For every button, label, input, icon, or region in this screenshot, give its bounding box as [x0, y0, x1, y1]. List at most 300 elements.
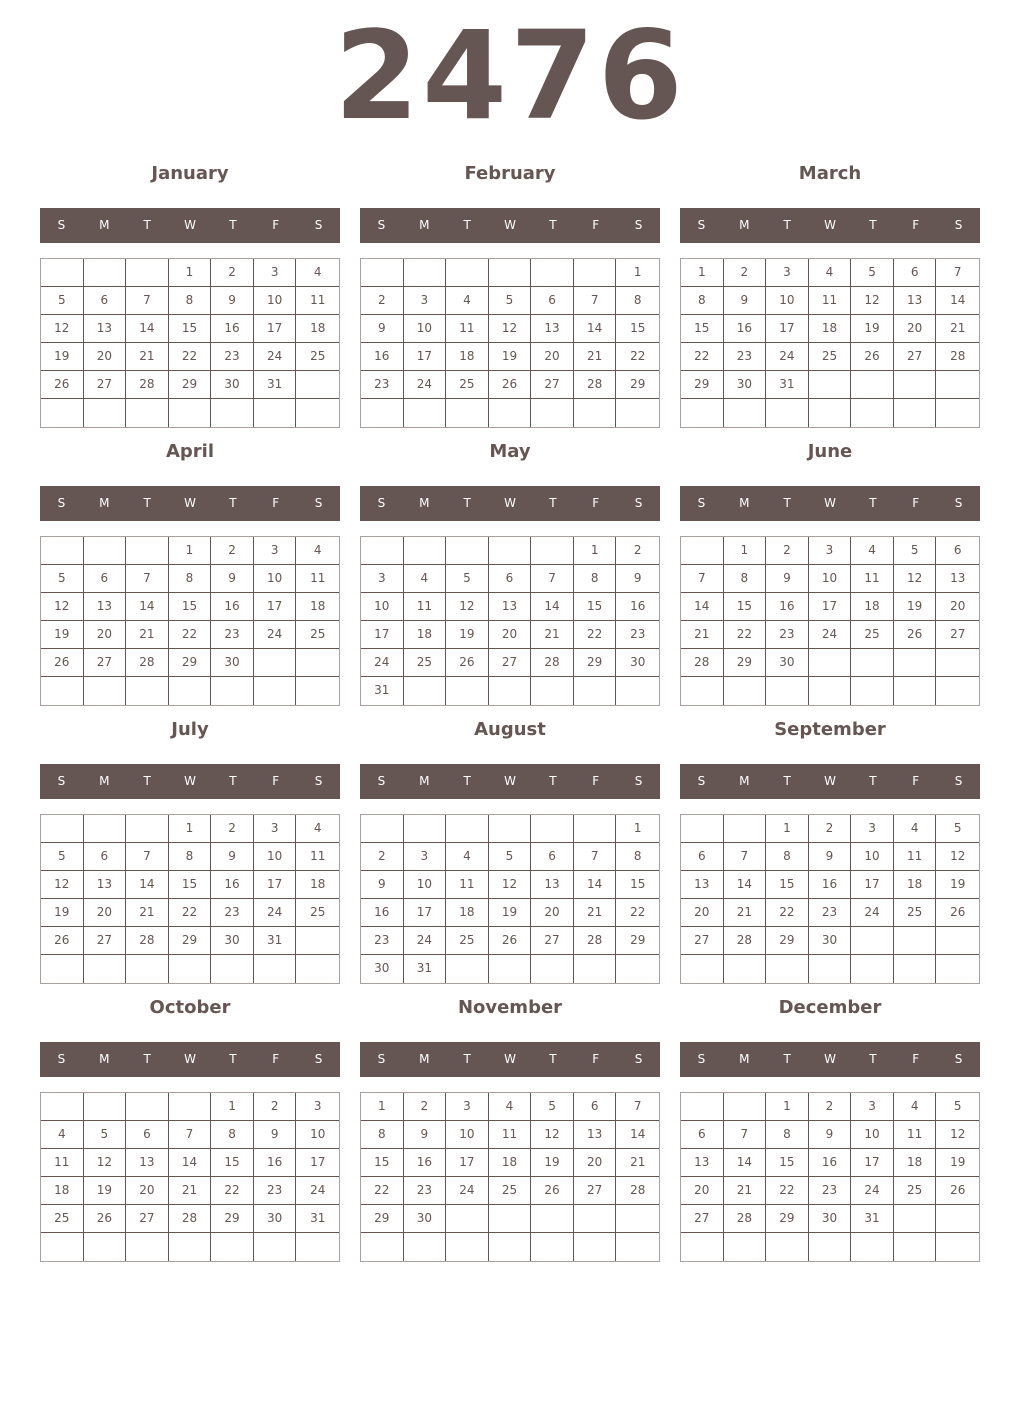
day-cell: 2 — [766, 537, 809, 565]
weekday-header — [360, 208, 660, 243]
empty-cell — [211, 677, 254, 705]
empty-cell — [894, 1233, 937, 1261]
weekday-label: M — [739, 496, 750, 510]
day-cell: 3 — [851, 1093, 894, 1121]
day-cell: 10 — [296, 1121, 339, 1149]
day-cell: 26 — [936, 899, 979, 927]
day-cell: 19 — [489, 343, 532, 371]
day-cell: 11 — [489, 1121, 532, 1149]
day-cell: 30 — [809, 1205, 852, 1233]
day-cell: 21 — [724, 1177, 767, 1205]
empty-cell — [361, 815, 404, 843]
empty-cell — [809, 1233, 852, 1261]
empty-cell — [296, 371, 339, 399]
weekday-label: F — [272, 496, 280, 510]
weekday-label: T — [869, 1052, 877, 1066]
weekday-label: F — [912, 774, 920, 788]
day-cell: 12 — [41, 315, 84, 343]
day-cell: 20 — [84, 343, 127, 371]
weekday-label: F — [592, 218, 600, 232]
day-cell: 23 — [211, 343, 254, 371]
day-cell: 16 — [211, 593, 254, 621]
day-cell: 12 — [894, 565, 937, 593]
day-cell: 4 — [809, 259, 852, 287]
day-cell: 18 — [41, 1177, 84, 1205]
day-cell: 1 — [169, 259, 212, 287]
day-cell: 4 — [296, 537, 339, 565]
day-cell: 8 — [169, 565, 212, 593]
day-cell: 9 — [404, 1121, 447, 1149]
empty-cell — [41, 955, 84, 983]
weekday-label: W — [504, 1052, 516, 1066]
day-cell: 18 — [296, 593, 339, 621]
day-cell: 28 — [126, 371, 169, 399]
day-cell: 1 — [724, 537, 767, 565]
day-cell: 4 — [296, 259, 339, 287]
empty-cell — [531, 815, 574, 843]
weekday-header — [40, 764, 340, 799]
empty-cell — [894, 677, 937, 705]
weekday-label: T — [869, 774, 877, 788]
weekday-label: S — [954, 774, 963, 788]
day-cell: 14 — [724, 1149, 767, 1177]
day-cell: 9 — [809, 1121, 852, 1149]
day-cell: 2 — [809, 1093, 852, 1121]
empty-cell — [404, 399, 447, 427]
day-cell: 31 — [254, 927, 297, 955]
day-cell: 18 — [296, 315, 339, 343]
day-cell: 8 — [169, 843, 212, 871]
weekday-label: W — [504, 496, 516, 510]
empty-cell — [681, 399, 724, 427]
day-cell: 13 — [84, 593, 127, 621]
day-cell: 28 — [169, 1205, 212, 1233]
weekday-label: W — [184, 496, 196, 510]
day-cell: 3 — [254, 537, 297, 565]
empty-cell — [489, 1205, 532, 1233]
day-cell: 23 — [809, 899, 852, 927]
empty-cell — [936, 649, 979, 677]
empty-cell — [126, 537, 169, 565]
day-cell: 29 — [681, 371, 724, 399]
weekday-label: S — [634, 218, 643, 232]
day-grid — [680, 814, 980, 984]
weekday-label: F — [272, 774, 280, 788]
empty-cell — [616, 399, 659, 427]
day-cell: 3 — [404, 843, 447, 871]
empty-cell — [724, 677, 767, 705]
day-cell: 11 — [296, 565, 339, 593]
weekday-header — [680, 1042, 980, 1077]
day-cell: 19 — [894, 593, 937, 621]
day-cell: 11 — [894, 843, 937, 871]
weekday-label: T — [463, 496, 471, 510]
empty-cell — [126, 1233, 169, 1261]
day-cell: 9 — [254, 1121, 297, 1149]
day-cell: 19 — [446, 621, 489, 649]
day-cell: 13 — [126, 1149, 169, 1177]
day-cell: 14 — [574, 315, 617, 343]
day-cell: 23 — [361, 371, 404, 399]
day-cell: 9 — [766, 565, 809, 593]
empty-cell — [894, 927, 937, 955]
day-cell: 19 — [41, 899, 84, 927]
day-cell: 11 — [296, 287, 339, 315]
day-cell: 17 — [851, 1149, 894, 1177]
weekday-label: T — [463, 774, 471, 788]
day-cell: 6 — [126, 1121, 169, 1149]
empty-cell — [404, 1233, 447, 1261]
weekday-label: M — [739, 1052, 750, 1066]
empty-cell — [169, 955, 212, 983]
month-title: January — [151, 163, 229, 184]
day-cell: 6 — [531, 287, 574, 315]
empty-cell — [41, 259, 84, 287]
empty-cell — [254, 955, 297, 983]
day-cell: 11 — [809, 287, 852, 315]
day-cell: 13 — [84, 871, 127, 899]
day-cell: 7 — [936, 259, 979, 287]
day-cell: 3 — [254, 259, 297, 287]
day-cell: 15 — [616, 871, 659, 899]
day-cell: 24 — [404, 927, 447, 955]
day-cell: 7 — [681, 565, 724, 593]
day-cell: 20 — [84, 899, 127, 927]
day-cell: 26 — [41, 649, 84, 677]
day-cell: 24 — [254, 343, 297, 371]
weekday-label: M — [99, 774, 110, 788]
day-cell: 12 — [41, 871, 84, 899]
day-cell: 30 — [809, 927, 852, 955]
day-cell: 18 — [851, 593, 894, 621]
day-cell: 30 — [361, 955, 404, 983]
weekday-label: W — [824, 1052, 836, 1066]
day-cell: 26 — [936, 1177, 979, 1205]
empty-cell — [681, 537, 724, 565]
day-cell: 6 — [936, 537, 979, 565]
day-cell: 14 — [126, 871, 169, 899]
day-cell: 4 — [296, 815, 339, 843]
day-cell: 17 — [404, 899, 447, 927]
month-title: July — [171, 719, 209, 740]
day-cell: 29 — [766, 1205, 809, 1233]
day-cell: 27 — [681, 1205, 724, 1233]
day-cell: 2 — [211, 259, 254, 287]
day-cell: 17 — [404, 343, 447, 371]
day-cell: 9 — [211, 565, 254, 593]
day-cell: 24 — [851, 1177, 894, 1205]
day-cell: 8 — [616, 843, 659, 871]
year-title: 2476 — [334, 5, 686, 147]
day-cell: 18 — [446, 899, 489, 927]
day-cell: 7 — [126, 287, 169, 315]
day-cell: 22 — [616, 899, 659, 927]
weekday-label: T — [549, 1052, 557, 1066]
day-cell: 9 — [211, 843, 254, 871]
day-cell: 5 — [531, 1093, 574, 1121]
empty-cell — [296, 927, 339, 955]
weekday-label: S — [697, 496, 706, 510]
empty-cell — [489, 1233, 532, 1261]
day-cell: 21 — [574, 899, 617, 927]
day-cell: 31 — [361, 677, 404, 705]
weekday-label: F — [272, 1052, 280, 1066]
day-cell: 18 — [894, 1149, 937, 1177]
weekday-label: S — [377, 218, 386, 232]
month-title: October — [149, 997, 231, 1018]
day-cell: 15 — [766, 1149, 809, 1177]
day-cell: 18 — [809, 315, 852, 343]
empty-cell — [724, 815, 767, 843]
day-cell: 13 — [84, 315, 127, 343]
empty-cell — [446, 815, 489, 843]
day-cell: 25 — [296, 621, 339, 649]
day-cell: 2 — [809, 815, 852, 843]
day-cell: 2 — [616, 537, 659, 565]
day-cell: 15 — [616, 315, 659, 343]
day-cell: 10 — [361, 593, 404, 621]
month-title: November — [457, 997, 563, 1018]
day-cell: 19 — [489, 899, 532, 927]
empty-cell — [936, 371, 979, 399]
day-cell: 1 — [766, 815, 809, 843]
day-cell: 15 — [681, 315, 724, 343]
day-cell: 29 — [574, 649, 617, 677]
empty-cell — [766, 1233, 809, 1261]
day-cell: 22 — [574, 621, 617, 649]
day-cell: 11 — [851, 565, 894, 593]
empty-cell — [936, 955, 979, 983]
day-cell: 19 — [41, 343, 84, 371]
day-cell: 1 — [616, 259, 659, 287]
day-cell: 23 — [724, 343, 767, 371]
empty-cell — [84, 677, 127, 705]
day-cell: 2 — [361, 843, 404, 871]
day-cell: 11 — [446, 315, 489, 343]
empty-cell — [361, 399, 404, 427]
empty-cell — [84, 399, 127, 427]
day-cell: 8 — [211, 1121, 254, 1149]
day-cell: 9 — [361, 871, 404, 899]
weekday-label: W — [184, 218, 196, 232]
day-cell: 11 — [41, 1149, 84, 1177]
day-cell: 21 — [126, 343, 169, 371]
day-cell: 30 — [211, 649, 254, 677]
day-cell: 12 — [851, 287, 894, 315]
day-cell: 16 — [404, 1149, 447, 1177]
weekday-label: T — [143, 774, 151, 788]
day-cell: 19 — [851, 315, 894, 343]
day-cell: 20 — [936, 593, 979, 621]
day-cell: 27 — [84, 371, 127, 399]
day-cell: 7 — [169, 1121, 212, 1149]
weekday-label: T — [229, 496, 237, 510]
weekday-label: W — [824, 496, 836, 510]
empty-cell — [84, 1093, 127, 1121]
day-cell: 28 — [531, 649, 574, 677]
day-cell: 25 — [489, 1177, 532, 1205]
day-cell: 20 — [574, 1149, 617, 1177]
weekday-label: F — [592, 774, 600, 788]
empty-cell — [361, 537, 404, 565]
day-cell: 5 — [851, 259, 894, 287]
empty-cell — [404, 815, 447, 843]
empty-cell — [724, 1093, 767, 1121]
day-cell: 31 — [296, 1205, 339, 1233]
day-cell: 27 — [84, 927, 127, 955]
day-cell: 6 — [84, 565, 127, 593]
empty-cell — [724, 399, 767, 427]
weekday-label: M — [739, 774, 750, 788]
weekday-label: F — [912, 496, 920, 510]
day-cell: 6 — [574, 1093, 617, 1121]
day-cell: 1 — [211, 1093, 254, 1121]
day-cell: 8 — [681, 287, 724, 315]
day-cell: 8 — [724, 565, 767, 593]
empty-cell — [936, 927, 979, 955]
day-cell: 17 — [446, 1149, 489, 1177]
day-cell: 29 — [766, 927, 809, 955]
day-cell: 21 — [126, 899, 169, 927]
day-cell: 5 — [489, 843, 532, 871]
day-cell: 5 — [936, 1093, 979, 1121]
empty-cell — [809, 371, 852, 399]
day-cell: 22 — [211, 1177, 254, 1205]
day-cell: 17 — [254, 315, 297, 343]
weekday-label: M — [739, 218, 750, 232]
weekday-label: S — [377, 1052, 386, 1066]
empty-cell — [766, 399, 809, 427]
weekday-label: S — [377, 774, 386, 788]
day-cell: 4 — [446, 843, 489, 871]
day-cell: 4 — [851, 537, 894, 565]
day-cell: 27 — [531, 371, 574, 399]
day-cell: 27 — [84, 649, 127, 677]
day-cell: 15 — [169, 593, 212, 621]
day-cell: 24 — [404, 371, 447, 399]
day-cell: 21 — [574, 343, 617, 371]
day-cell: 27 — [574, 1177, 617, 1205]
day-cell: 21 — [681, 621, 724, 649]
day-cell: 29 — [169, 371, 212, 399]
empty-cell — [894, 399, 937, 427]
empty-cell — [446, 1233, 489, 1261]
weekday-label: T — [229, 1052, 237, 1066]
empty-cell — [574, 1205, 617, 1233]
empty-cell — [446, 259, 489, 287]
weekday-label: F — [592, 496, 600, 510]
day-cell: 31 — [254, 371, 297, 399]
weekday-label: M — [99, 1052, 110, 1066]
day-cell: 26 — [489, 371, 532, 399]
empty-cell — [489, 537, 532, 565]
empty-cell — [84, 1233, 127, 1261]
day-cell: 5 — [41, 565, 84, 593]
day-cell: 2 — [211, 815, 254, 843]
day-cell: 15 — [169, 871, 212, 899]
empty-cell — [851, 955, 894, 983]
day-cell: 3 — [446, 1093, 489, 1121]
day-cell: 25 — [41, 1205, 84, 1233]
day-cell: 23 — [211, 621, 254, 649]
empty-cell — [296, 399, 339, 427]
empty-cell — [809, 399, 852, 427]
day-grid — [40, 536, 340, 706]
weekday-label: S — [634, 774, 643, 788]
weekday-label: S — [314, 496, 323, 510]
day-cell: 11 — [446, 871, 489, 899]
day-cell: 15 — [724, 593, 767, 621]
month-title: June — [807, 441, 853, 462]
day-cell: 3 — [851, 815, 894, 843]
empty-cell — [531, 955, 574, 983]
day-cell: 23 — [809, 1177, 852, 1205]
day-cell: 6 — [84, 287, 127, 315]
day-cell: 8 — [574, 565, 617, 593]
day-cell: 7 — [574, 843, 617, 871]
empty-cell — [851, 649, 894, 677]
day-cell: 18 — [296, 871, 339, 899]
day-cell: 9 — [724, 287, 767, 315]
day-cell: 1 — [361, 1093, 404, 1121]
empty-cell — [766, 955, 809, 983]
day-cell: 24 — [361, 649, 404, 677]
day-cell: 21 — [126, 621, 169, 649]
weekday-label: F — [912, 1052, 920, 1066]
day-cell: 19 — [84, 1177, 127, 1205]
day-cell: 25 — [894, 1177, 937, 1205]
empty-cell — [936, 1233, 979, 1261]
day-cell: 24 — [296, 1177, 339, 1205]
day-cell: 10 — [766, 287, 809, 315]
day-cell: 10 — [851, 843, 894, 871]
day-cell: 12 — [84, 1149, 127, 1177]
empty-cell — [361, 259, 404, 287]
weekday-label: T — [549, 774, 557, 788]
weekday-label: T — [229, 218, 237, 232]
month-title: September — [774, 719, 886, 740]
empty-cell — [724, 1233, 767, 1261]
day-cell: 16 — [211, 871, 254, 899]
day-cell: 28 — [126, 649, 169, 677]
empty-cell — [126, 259, 169, 287]
empty-cell — [446, 537, 489, 565]
empty-cell — [126, 815, 169, 843]
day-cell: 6 — [681, 843, 724, 871]
day-cell: 4 — [446, 287, 489, 315]
day-cell: 29 — [361, 1205, 404, 1233]
day-cell: 17 — [809, 593, 852, 621]
day-cell: 12 — [531, 1121, 574, 1149]
day-cell: 7 — [531, 565, 574, 593]
day-grid — [40, 258, 340, 428]
day-cell: 14 — [724, 871, 767, 899]
weekday-header — [40, 208, 340, 243]
day-grid — [680, 1092, 980, 1262]
day-cell: 13 — [894, 287, 937, 315]
day-cell: 6 — [531, 843, 574, 871]
empty-cell — [41, 399, 84, 427]
empty-cell — [681, 1093, 724, 1121]
empty-cell — [574, 399, 617, 427]
day-cell: 2 — [361, 287, 404, 315]
empty-cell — [489, 399, 532, 427]
empty-cell — [936, 1205, 979, 1233]
empty-cell — [809, 677, 852, 705]
empty-cell — [254, 1233, 297, 1261]
weekday-label: W — [504, 774, 516, 788]
day-cell: 15 — [169, 315, 212, 343]
